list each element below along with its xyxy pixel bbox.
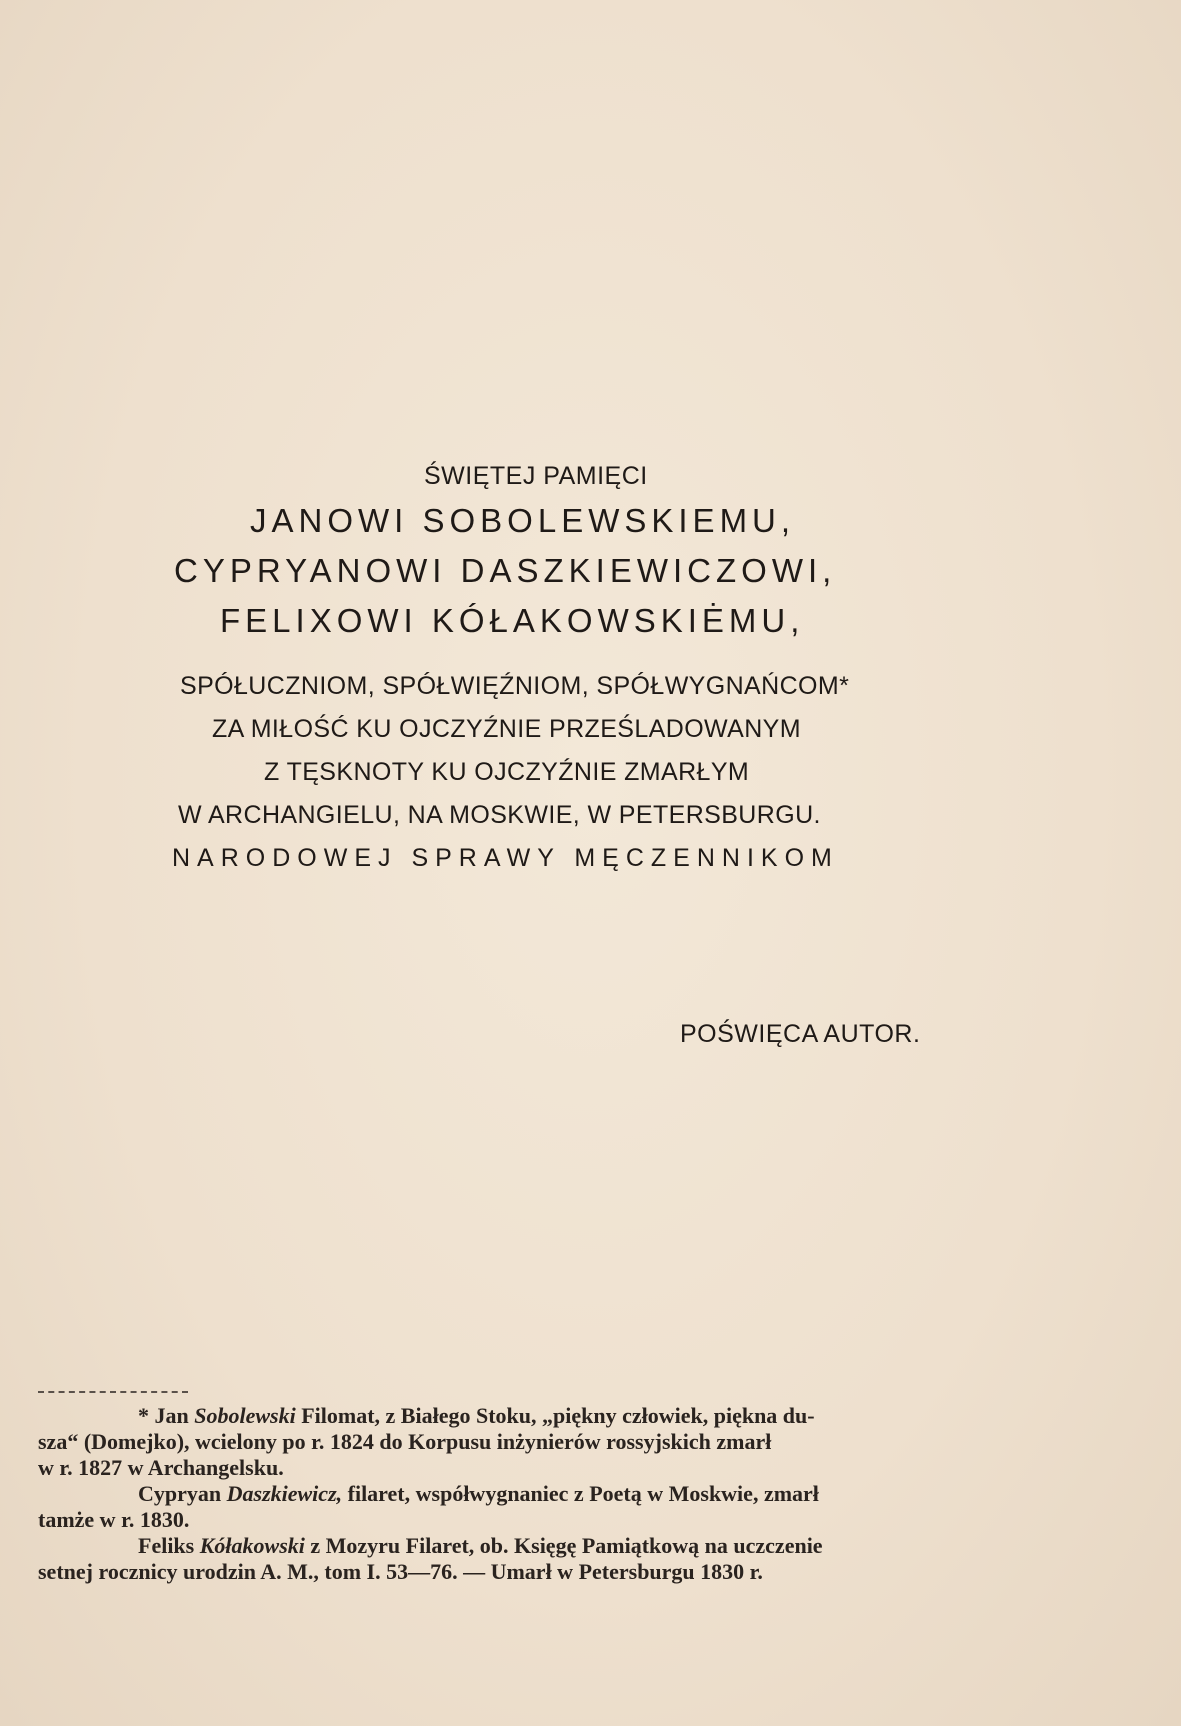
- dedication-signature: POŚWIĘCA AUTOR.: [680, 1020, 921, 1048]
- footnotes: [38, 1403, 1048, 1585]
- footnote-name: Daszkiewicz,: [226, 1481, 343, 1506]
- footnote-sobolewski-line2: sza“ (Domejko), wcielony po r. 1824 do Korpusu inżynierów rossyjskich zmarł: [38, 1429, 772, 1454]
- footnote-text: * Jan: [138, 1403, 195, 1428]
- footnote-text: z Mozyru Filaret, ob. Księgę Pamiątkową na uczczenie: [304, 1533, 823, 1558]
- footnote-kolakowski-line2: setnej rocznicy urodzin A. M., tom I. 53—76. — Umarł w Petersburgu 1830 r.: [38, 1559, 763, 1584]
- footnote-name: Sobolewski: [194, 1403, 296, 1428]
- footnote-text: filaret, współwygnaniec z Poetą w Moskwie, zmarł: [342, 1481, 819, 1506]
- dedication-persecuted: ZA MIŁOŚĆ KU OJCZYŹNIE PRZEŚLADOWANYM: [212, 715, 801, 743]
- dedication-name-kolakowski: FELIXOWI KÓŁAKOWSKIĖMU,: [220, 602, 805, 639]
- footnote-text: Cypryan: [138, 1481, 227, 1506]
- dedication-martyrs: NARODOWEJ SPRAWY MĘCZENNIKOM: [172, 844, 839, 872]
- footnote-daszkiewicz-line2: tamże w r. 1830.: [38, 1507, 190, 1532]
- footnote-sobolewski-line1: [38, 1403, 1048, 1429]
- footnote-divider: [38, 1391, 188, 1393]
- dedication-places: W ARCHANGIELU, NA MOSKWIE, W PETERSBURGU.: [178, 801, 821, 829]
- footnote-text: Filomat, z Białego Stoku, „piękny człowiek, piękna du-: [295, 1403, 815, 1428]
- footnote-kolakowski-line1: [38, 1533, 1048, 1559]
- footnote-text: Feliks: [138, 1533, 200, 1558]
- footnote-sobolewski-line3: w r. 1827 w Archangelsku.: [38, 1455, 284, 1480]
- footnote-name: Kółakowski: [199, 1533, 305, 1558]
- dedication-heading: ŚWIĘTEJ PAMIĘCI: [424, 462, 648, 490]
- dedication-name-daszkiewicz: CYPRYANOWI DASZKIEWICZOWI,: [174, 552, 837, 589]
- dedication-name-sobolewski: JANOWI SOBOLEWSKIEMU,: [250, 502, 796, 539]
- footnote-daszkiewicz-line1: [38, 1481, 1048, 1507]
- dedication-companions: SPÓŁUCZNIOM, SPÓŁWIĘŹNIOM, SPÓŁWYGNAŃCOM*: [180, 672, 850, 700]
- dedication-longing: Z TĘSKNOTY KU OJCZYŹNIE ZMARŁYM: [264, 758, 750, 786]
